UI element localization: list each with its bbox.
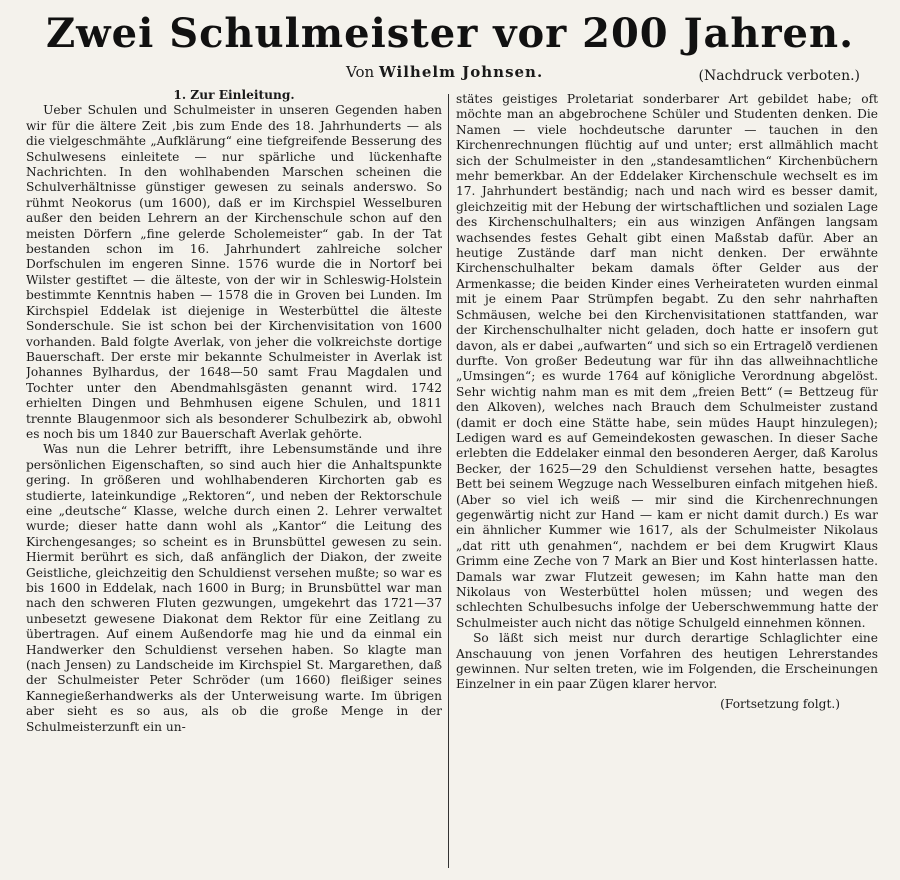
reprint-notice: (Nachdruck verboten.) — [698, 68, 860, 84]
article-title: Zwei Schulmeister vor 200 Jahren. — [45, 10, 855, 57]
continuation-note: (Fortsetzung folgt.) — [720, 696, 840, 711]
author-name: Wilhelm Johnsen. — [378, 63, 544, 81]
section-heading: 1. Zur Einleitung. — [173, 88, 295, 102]
byline-prefix: Von — [346, 63, 375, 81]
left-column — [26, 88, 442, 872]
paragraph: Was nun die Lehrer betrifft, ihre Lebensumstände und ihre persönlichen Eigenschaften, so sind auch hier die Anhaltspunkte gering. In größeren und wohlhabenderen Kirchorten gab es studierte, lateinkundige „Rektoren“, und neben der Rektorschule eine „deutsche“ Klasse, welche durch einen 2. Lehrer verwaltet wurde; dieser hatte dann wohl als „Kantor“ die Leitung des Kirchengesanges; so scheint es in Brunsbüttel gewesen zu sein. Hiermit berührt es sich, daß anfänglich der Diakon, der zweite Geistliche, gleichzeitig den Schuldienst versehen mußte; so war es bis 1600 in Eddelak, nach 1600 in Burg; in Brunsbüttel war man nach den schweren Fluten gezwungen, umgekehrt das 1721—37 unbesetzt gewesene Diakonat dem Rektor für eine Zeitlang zu übertragen. Auf einem Außendorfe mag hie und da einmal ein Handwerker den Schuldienst versehen haben. So klagte man (nach Jensen) zu Landscheide im Kirchspiel St. Margarethen, daß der Schulmeister Peter Schröder (um 1660) fleißiger seines Kannegießerhandwerks als der Unterweisung warte. Im übrigen aber sieht es so aus, als ob die große Menge in der Schulmeisterzunft ein un- — [26, 442, 442, 734]
right-column — [456, 92, 878, 872]
byline — [346, 62, 543, 82]
column-divider — [448, 94, 449, 868]
paragraph: stätes geistiges Proletariat sonderbarer Art gebildet habe; oft möchte man an abgebrochene Schüler und Studenten denken. Die Namen — viele hochdeutsche darunter — tauchen in den Kirchenrechnungen flüchtig auf und unter; erst allmählich macht sich der Schulmeister in den „standesamtlichen“ Kirchenbüchern mehr bemerkbar. An der Eddelaker Kirchenschule wechselt es im 17. Jahrhundert beständig; nach und nach wird es besser damit, gleichzeitig mit der Hebung der wirtschaftlichen und sozialen Lage des Kirchenschulhalters; ein aus winzigen Anfängen langsam wachsendes festes Gehalt gibt einen Maßstab dafür. Aber an heutige Zustände darf man nicht denken. Der erwähnte Kirchenschulhalter bekam damals öfter Gelder aus der Armenkasse; die beiden Kinder eines Verheirateten wurden einmal mit je einem Paar Strümpfen begabt. Zu den sehr nahrhaften Schmäusen, welche bei den Kirchenvisitationen stattfanden, war der Kirchenschulhalter nicht geladen, doch hatte er insofern gut davon, als er dabei „aufwarten“ und sich so ein Ertragelð verdienen durfte. Von großer Bedeutung war für ihn das allweihnachtliche „Umsingen“; es wurde 1764 auf königliche Verordnung abgelöst. Sehr wichtig nahm man es mit dem „freien Bett“ (= Bettzeug für den Alkoven), welches nach Brauch dem Schulmeister zustand (damit er doch eine Stätte habe, sein müdes Haupt hinzulegen); Ledigen ward es auf Gemeindekosten gewaschen. In dieser Sache erlebten die Eddelaker einmal den besonderen Aerger, daß Karolus Becker, der 1625—29 den Schuldienst versehen hatte, besagtes Bett bei seinem Wegzuge nach Wesselburen einfach mitgehen hieß. (Aber so viel ich weiß — mir sind die Kirchenrechnungen gegenwärtig nicht zur Hand — kam er nicht damit durch.) Es war ein ähnlicher Kummer wie 1617, als der Schulmeister Nikolaus „dat ritt uth genahmen“, nachdem er bei dem Krugwirt Klaus Grimm eine Zeche von 7 Mark an Bier und Kost hinterlassen hatte. Damals war zwar Flutzeit gewesen; im Kahn hatte man den Nikolaus von Westerbüttel holen müssen; und wegen des schlechten Schulbesuchs infolge der Ueberschwemmung hatte der Schulmeister auch nicht das nötige Schulgeld einnehmen können. — [456, 92, 878, 630]
paragraph: So läßt sich meist nur durch derartige Schlaglichter eine Anschauung von jenen Vorfahren des heutigen Lehrerstandes gewinnen. Nur selten treten, wie im Folgenden, die Erscheinungen Einzelner in ein paar Zügen klarer hervor. — [456, 631, 878, 692]
paragraph: Ueber Schulen und Schulmeister in unseren Gegenden haben wir für die ältere Zeit ‚bis zum Ende des 18. Jahrhunderts — als die vielgeschmähte „Aufklärung“ eine tiefgreifende Besserung des Schulwesens einleitete — nur spärliche und lückenhafte Nachrichten. In den wohlhabenden Marschen scheinen die Schulverhältnisse günstiger gewesen zu seinals anderswo. So rühmt Neokorus (um 1600), daß er im Kirchspiel Wesselburen außer den beiden Lehrern an der Kirchenschule schon auf den meisten Dörfern „fine gelerde Scholemeister“ gab. In der Tat bestanden schon im 16. Jahrhundert zahlreiche solcher Dorfschulen im engeren Sinne. 1576 wurde die in Nortorf bei Wilster gestiftet — die älteste, von der wir in Schleswig-Holstein bestimmte Kenntnis haben — 1578 die in Groven bei Lunden. Im Kirchspiel Eddelak ist diejenige in Westerbüttel die älteste Sonderschule. Sie ist schon bei der Kirchenvisitation von 1600 vorhanden. Bald folgte Averlak, von jeher die volkreichste dortige Bauerschaft. Der erste mir bekannte Schulmeister in Averlak ist Johannes Bylhardus, der 1648—50 samt Frau Magdalen und Tochter unter den Abendmahlsgästen genannt wird. 1742 erhielten Dingen und Behmhusen eigene Schulen, und 1811 trennte Blaugenmoor sich als besonderer Schulbezirk ab, obwohl es noch bis um 1840 zur Bauerschaft Averlak gehörte. — [26, 103, 442, 441]
